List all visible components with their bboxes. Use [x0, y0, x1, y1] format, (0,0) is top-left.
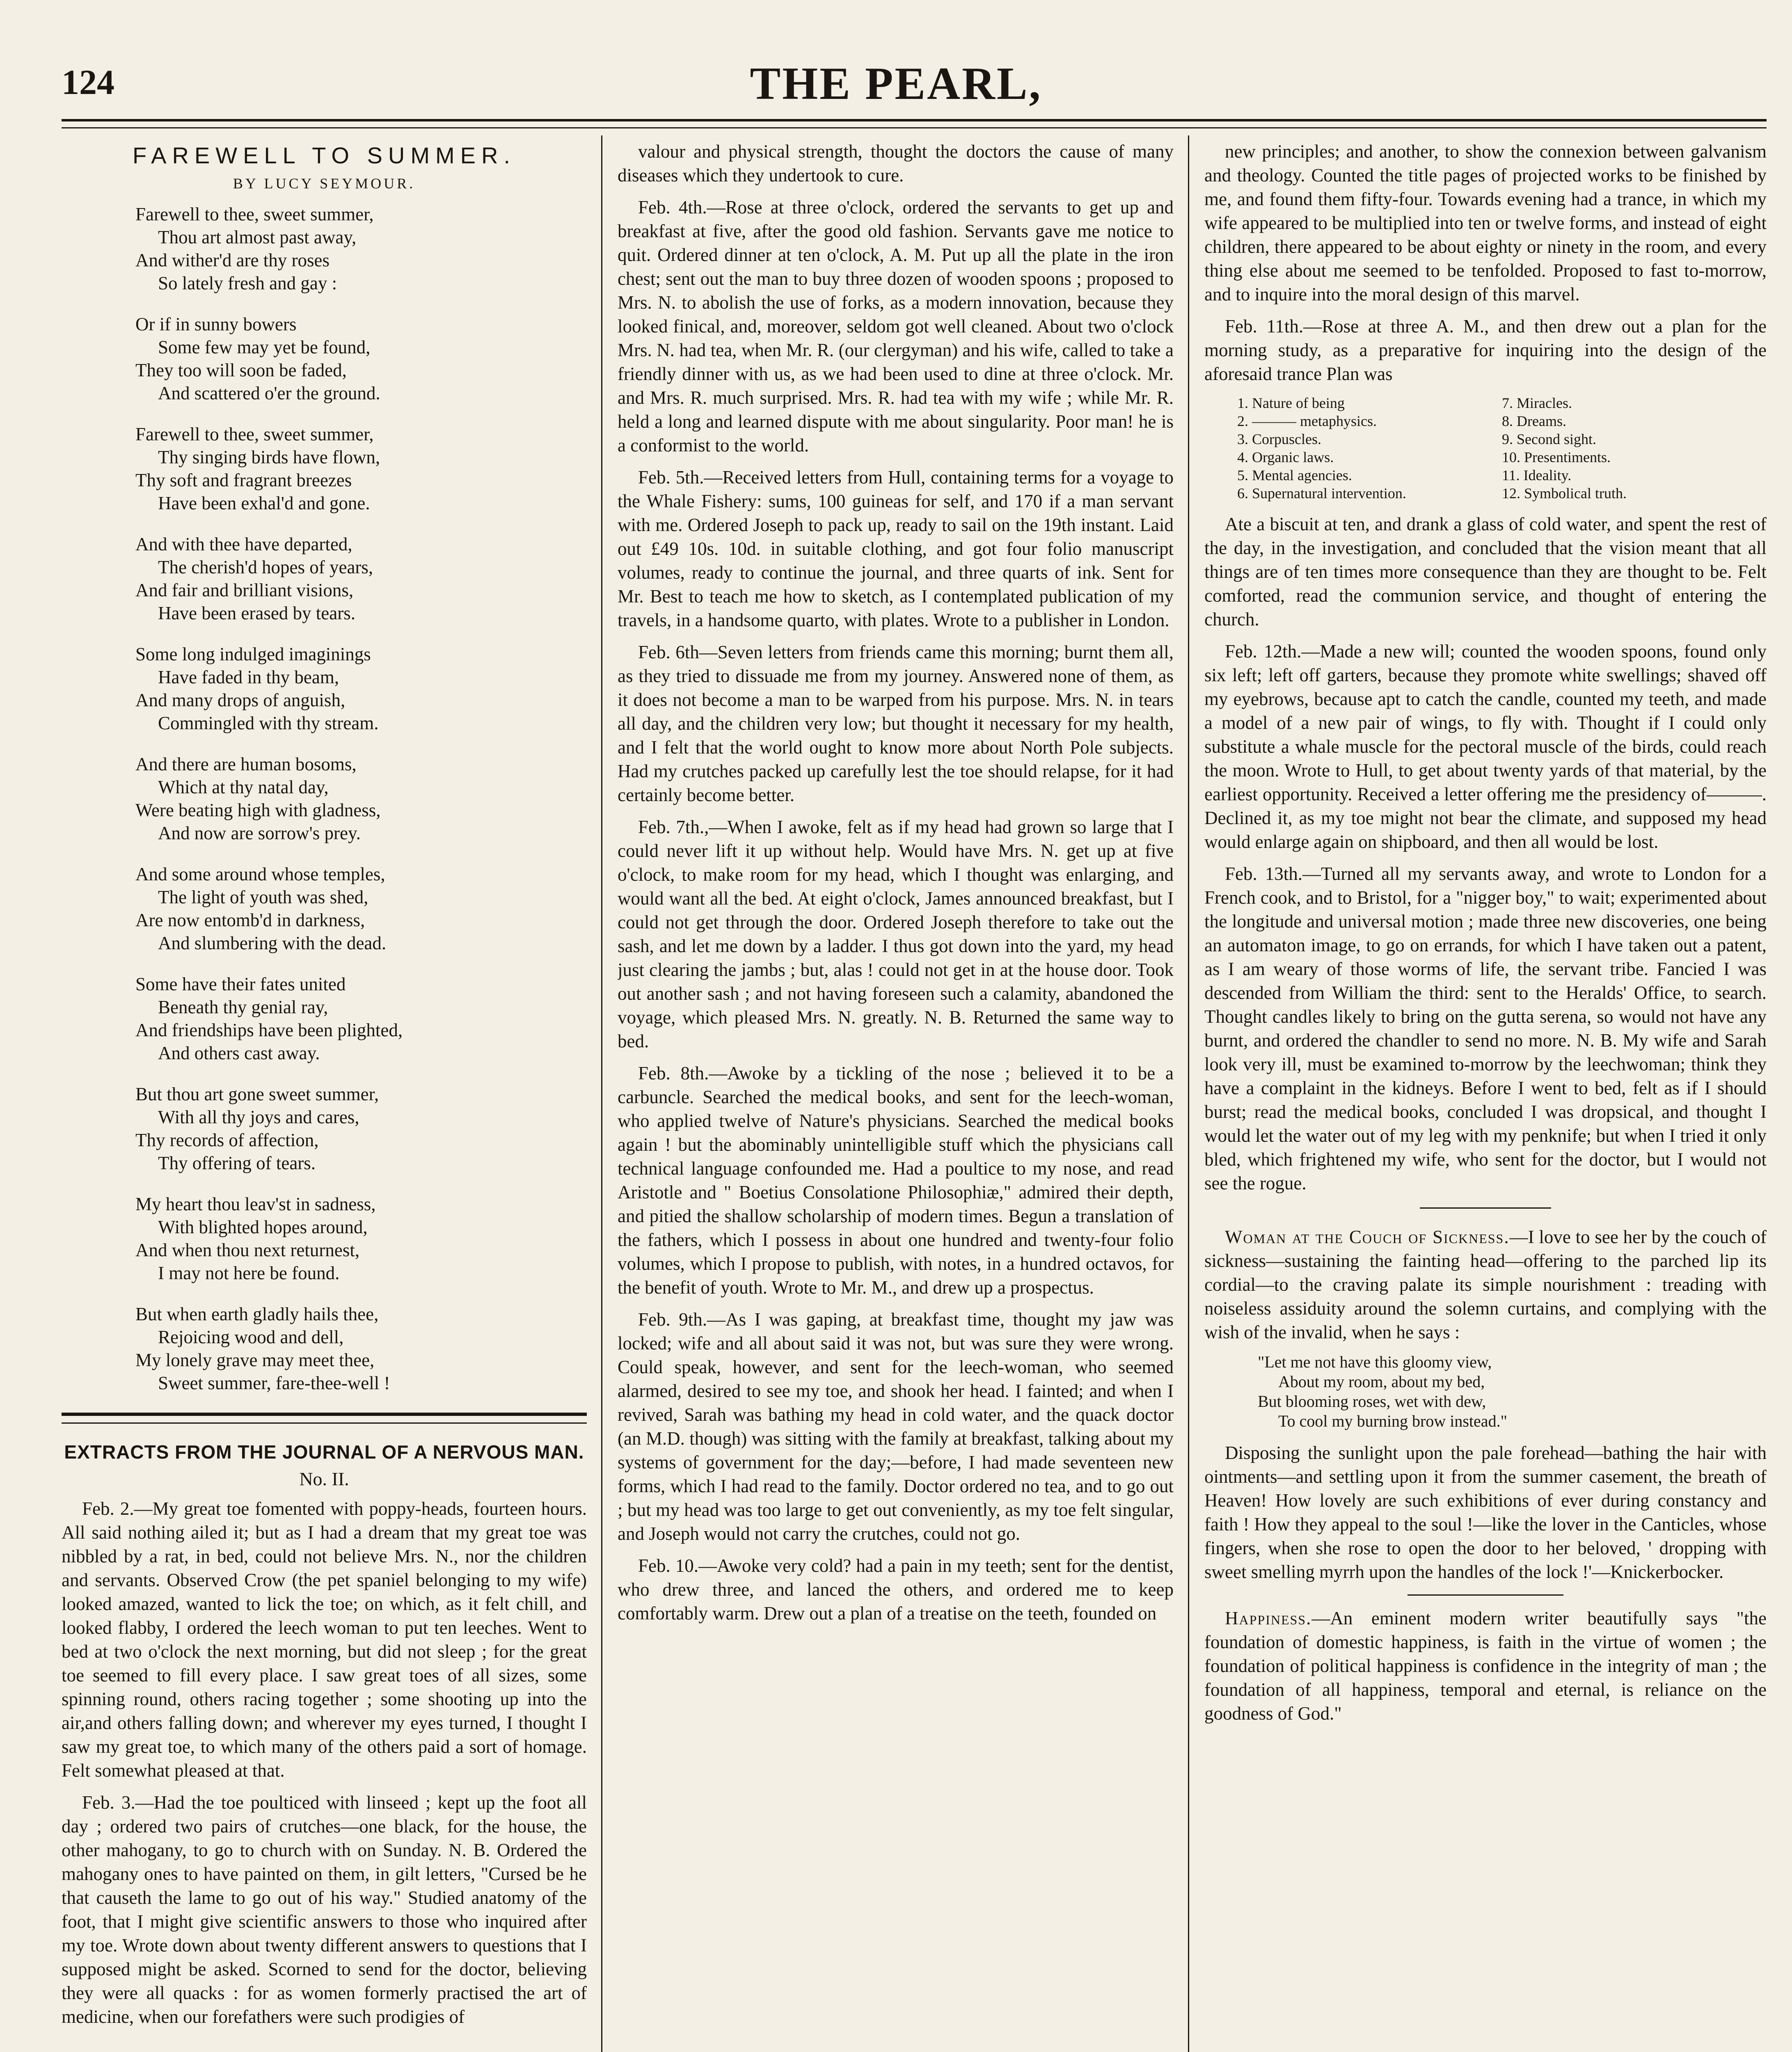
poem-stanza [135, 863, 587, 955]
paragraph: Ate a biscuit at ten, and drank a glass of cold water, and spent the rest of the day, in the investigation, and concluded that the vision meant that all things are of ten times more consequence than they are thought to be. Felt comforted, read the communion service, and thought of entering the church. [1204, 514, 1767, 630]
paragraph: valour and physical strength, thought the doctors the cause of many diseases which they undertook to cure. [618, 141, 1174, 186]
poem-line: Sweet summer, fare-thee-well ! [158, 1373, 390, 1393]
woman-piece [1204, 1225, 1767, 1344]
poem-line: Were beating high with gladness, [135, 800, 381, 820]
poem-line: I may not here be found. [158, 1263, 340, 1283]
poem-line: They too will soon be faded, [135, 360, 347, 380]
paragraph: Feb. 7th.,—When I awoke, felt as if my head had grown so large that I could never lift it up without help. Would have Mrs. N. get up at five o'clock, to make room for my head, which I thought was enlarging, and would want all the bed. At eight o'clock, James announced breakfast, but I could not get through the door. Ordered Joseph therefore to take out the sash, and let me down by a ladder. I thus got down into the yard, my head just clearing the jambs ; but, alas ! could not get in at the house door. Took out another sash ; and not having foreseen such a calamity, abandoned the voyage, which pleased Mrs. N. greatly. N. B. Returned the same way to bed. [618, 817, 1174, 1051]
section-rule [62, 1413, 587, 1424]
poem-line: Rejoicing wood and dell, [158, 1327, 344, 1347]
article-text [618, 140, 1174, 1625]
poem-line: Farewell to thee, sweet summer, [135, 424, 374, 444]
paragraph: Feb. 8th.—Awoke by a tickling of the nose ; believed it to be a carbuncle. Searched the medical books, and sent for the leech-woman, who applied twelve of Nature's physicians. Searched the medical books again ! but the abominably unintelligible stuff which the physicians call technical language confounded me. Had a poultice to my nose, and read Aristotle and " Boetius Consolatione Philosophiæ," admired their depth, and pitied the shallow scholarship of modern times. Begun a translation of the fathers, which I possess in about one hundred and twenty-four folio volumes, which I propose to publish, with notes, in a hundred octavos, for the benefit of youth. Wrote to Mr. M., and drew up a prospectus. [618, 1063, 1174, 1298]
poem-line: My heart thou leav'st in sadness, [135, 1194, 376, 1214]
poem-line: Thou art almost past away, [158, 227, 357, 247]
plan-item: 12. Symbolical truth. [1502, 485, 1627, 502]
plan-list [1237, 394, 1767, 502]
poem-line: My lonely grave may meet thee, [135, 1350, 375, 1370]
plan-item: 8. Dreams. [1502, 413, 1566, 429]
article-subtitle: No. II. [299, 1468, 349, 1489]
poem-line: And when thou next returnest, [135, 1240, 360, 1260]
happiness-body: —An eminent modern writer beautifully says "the foundation of domestic happiness, is faith in the virtue of women ; the foundation of political happiness is confidence in the integrity of man ; the foundation of all happiness, temporal and eternal, is reliance on the goodness of God." [1204, 1608, 1767, 1724]
header-rule [62, 119, 1767, 128]
poem-line: Which at thy natal day, [158, 777, 329, 797]
poem-line: And wither'd are thy roses [135, 250, 330, 270]
poem-title: FAREWELL TO SUMMER. [133, 142, 516, 168]
happiness-heading: Happiness. [1225, 1608, 1312, 1628]
plan-item: 4. Organic laws. [1237, 449, 1334, 465]
column-2 [618, 140, 1174, 2052]
poem-line: Some long indulged imaginings [135, 644, 371, 664]
poem-line: And slumbering with the dead. [158, 933, 387, 953]
poem-stanza [135, 973, 587, 1065]
poem-stanza [135, 533, 587, 625]
paragraph: Feb. 10.—Awoke very cold? had a pain in my teeth; sent for the dentist, who drew three, and lanced the others, and ordered me to keep comfortably warm. Drew out a plan of a treatise on the teeth, founded on [618, 1555, 1174, 1624]
poem-line: With blighted hopes around, [158, 1217, 368, 1237]
article-title: EXTRACTS FROM THE JOURNAL OF A NERVOUS MAN. [64, 1441, 584, 1463]
paragraph: Feb. 12th.—Made a new will; counted the wooden spoons, found only six left; left off garters, because they promote white swellings; shaved off my eyebrows, because apt to catch the candle, counted my teeth, and made a model of a new pair of wings, to fly with. Thought if I could only substitute a whale muscle for the pectoral muscle of the birds, could reach the moon. Wrote to Hull, to get about twenty yards of that material, by the earliest opportunity. Received a letter offering me the presidency of———. Declined it, as my toe might not bear the climate, and supposed my head would enlarge again on shipboard, and then all would be lost. [1204, 641, 1767, 852]
poem-line: Have faded in thy beam, [158, 667, 339, 687]
woman-piece-body-2: Disposing the sunlight upon the pale forehead—bathing the hair with ointments—and settling upon it from the summer casement, the breath of Heaven! How lovely are such exhibitions of ever during constancy and faith ! How they appeal to the soul !—like the lover in the Canticles, whose fingers, when she rose to open the door to her beloved, ' dropping with sweet smelling myrrh upon the handles of the lock !'—Knickerbocker. [1204, 1443, 1767, 1582]
poem-line: The light of youth was shed, [158, 887, 368, 907]
poem-stanza [135, 313, 587, 405]
poem-line: And many drops of anguish, [135, 690, 346, 710]
plan-item: 7. Miracles. [1502, 395, 1572, 411]
quote-line: "Let me not have this gloomy view, [1258, 1353, 1492, 1371]
column-1 [62, 140, 587, 2052]
section-rule [1420, 1207, 1551, 1209]
plan-item: 5. Mental agencies. [1237, 467, 1352, 483]
poem-line: And friendships have been plighted, [135, 1020, 403, 1040]
column-divider [601, 135, 602, 2052]
masthead: THE PEARL, [750, 58, 1042, 109]
poem-stanza [135, 643, 587, 735]
plan-item: 10. Presentiments. [1502, 449, 1611, 465]
poem-line: And scattered o'er the ground. [158, 383, 380, 403]
article-text [1204, 512, 1767, 1195]
poem-byline: BY LUCY SEYMOUR. [233, 175, 416, 192]
column-divider [1188, 135, 1189, 2052]
paragraph: Feb. 2.—My great toe fomented with poppy-heads, fourteen hours. All said nothing ailed it; but as I had a dream that my great toe was nibbled by a rat, in bed, could not believe Mrs. N., nor the children and servants. Observed Crow (the pet spaniel belonging to my wife) looked amazed, wanted to lick the toe; on which, as it felt chill, and looked flabby, I ordered the leech woman to put ten leeches. Went to bed at two o'clock the next morning, but did not sleep ; for the great toe seemed to fill every place. I saw great toes of all sizes, some spinning round, others racing together ; some shooting up into the air,and others falling down; and wherever my eyes turned, I thought I saw my great toe, to which many of the others paid a sort of homage. Felt somewhat pleased at that. [62, 1498, 587, 1781]
poem-line: With all thy joys and cares, [158, 1107, 359, 1127]
poem-line: But thou art gone sweet summer, [135, 1084, 379, 1104]
paragraph: Feb. 5th.—Received letters from Hull, containing terms for a voyage to the Whale Fishery: sums, 100 guineas for self, and 170 if a man servant with me. Ordered Joseph to pack up, ready to sail on the 19th instant. Laid out £49 10s. 10d. in suitable clothing, and got four folio manuscript volumes, ready to continue the journal, and three quarts of ink. Sent for Mr. Best to teach me how to sketch, as I contemplated publication of my travels, in a handsome quarto, with plates. Wrote to a publisher in London. [618, 467, 1174, 630]
plan-item: 2. ——— metaphysics. [1237, 413, 1377, 429]
poem-line: And now are sorrow's prey. [158, 823, 361, 843]
article-text [62, 1497, 587, 2029]
plan-item: 1. Nature of being [1237, 395, 1345, 411]
paragraph: new principles; and another, to show the connexion between galvanism and theology. Counted the title pages of projected works to be finished by me, and found them fifty-four. Towards evening had a trance, in which my wife appeared to be multiplied into ten or twelve forms, and instead of eight children, there appeared to be about eighty or ninety in the room, and every thing else about me seemed to be tenfolded. Proposed to fast to-morrow, and to inquire into the moral design of this marvel. [1204, 141, 1767, 305]
poem-line: Thy records of affection, [135, 1130, 319, 1150]
poem-line: So lately fresh and gay : [158, 273, 337, 293]
plan-item: 9. Second sight. [1502, 431, 1596, 447]
paragraph: Feb. 6th—Seven letters from friends came this morning; burnt them all, as they tried to dissuade me from my journey. Answered none of them, as it does not become a man to be warped from his purpose. Mrs. N. in tears all day, and the children very low; but thought it necessary for my health, and I felt that the world ought to know more about North Pole subjects. Had my crutches packed up carefully lest the toe should relapse, for it had certainly become better. [618, 642, 1174, 805]
poem-line: Have been erased by tears. [158, 603, 356, 623]
poem-line: Thy singing birds have flown, [158, 447, 380, 467]
poem-line: And some around whose temples, [135, 864, 385, 884]
happiness-piece [1204, 1606, 1767, 1725]
paragraph: Feb. 11th.—Rose at three A. M., and then drew out a plan for the morning study, as a preparative for inquiring into the design of the aforesaid trance Plan was [1204, 316, 1767, 384]
poem-stanza [135, 1303, 587, 1395]
plan-item: 11. Ideality. [1502, 467, 1572, 483]
paragraph: Feb. 13th.—Turned all my servants away, and wrote to London for a French cook, and to Bristol, for a "nigger boy," to wait; experimented about the longitude and universal motion ; made three new discoveries, one being an automaton image, to go on errands, for which I have taken out a patent, as I am weary of those worms of life, the servant tribe. Fancied I was descended from William the third: sent to the Heralds' Office, to search. Thought candles likely to bring on the gutta serena, so would not have any burnt, and ordered the chandler to send no more. N. B. My wife and Sarah look very ill, must be examined to-morrow by the leechwoman; think they have a complaint in the kidneys. Before I went to bed, felt as if I should burst; read the medical books, concluded I was dropsical, and thought I would let the water out of my leg with my penknife; but when I tried it only bled, which frightened my wife, who sent for the doctor, but I would not see the rogue. [1204, 863, 1767, 1193]
poem-stanza [135, 753, 587, 845]
page-number: 124 [62, 62, 114, 102]
poem-line: Beneath thy genial ray, [158, 997, 328, 1017]
poem-line: Thy soft and fragrant breezes [135, 470, 352, 490]
poem-stanza [135, 1083, 587, 1175]
poem-line: The cherish'd hopes of years, [158, 557, 373, 577]
poem-line: Thy offering of tears. [158, 1153, 316, 1173]
poem-line: And with thee have departed, [135, 534, 352, 554]
quote-line: To cool my burning brow instead." [1278, 1412, 1507, 1430]
poem-line: And fair and brilliant visions, [135, 580, 354, 600]
plan-item: 6. Supernatural intervention. [1237, 485, 1406, 502]
plan-item: 3. Corpuscles. [1237, 431, 1321, 447]
paragraph: Feb. 3.—Had the toe poulticed with linseed ; kept up the foot all day ; ordered two pairs of crutches—one black, for the house, the other mahogany, to go to church with on Sunday. N. B. Ordered the mahogany ones to have painted on them, in gilt letters, "Cursed be he that causeth the lame to go out of his way." Studied anatomy of the foot, that I might give scientific answers to those who inquired after my toe. Wrote down about twenty different answers to questions that I supposed might be asked. Scorned to send for the doctor, believing they were all quacks : for as women formerly practised the art of medicine, when our forefathers were such prodigies of [62, 1792, 587, 2027]
woman-piece-body-1: —I love to see her by the couch of sickness—sustaining the fainting head—offering to the parched lip its cordial—to the craving palate its simple nourishment : treading with noiseless assiduity around the solemn curtains, and complying with the wish of the invalid, when he says : [1204, 1227, 1767, 1342]
poem-line: And there are human bosoms, [135, 754, 357, 774]
poem-stanza [135, 1193, 587, 1285]
poem-stanza [135, 203, 587, 295]
poem-line: Some few may yet be found, [158, 337, 371, 357]
poem-body [62, 203, 587, 1395]
poem-stanza [135, 423, 587, 515]
paragraph: Feb. 9th.—As I was gaping, at breakfast time, thought my jaw was locked; wife and all about said it was not, but was sure they were wrong. Could speak, however, and sent for the leech-woman, who seemed alarmed, desired to see my toe, and shook her head. I fainted; and when I revived, Sarah was bathing my head in cold water, and the quack doctor (an M.D. though) was sitting with the family at breakfast, talking about my systems of government for the day;—before, I had made seventeen new forms, which I had read to the family. Doctor ordered no tea, and to go out ; but my head was too large to get out conveniently, as my toe felt singular, and Joseph would not carry the crutches, could not go. [618, 1309, 1174, 1544]
poem-line: Or if in sunny bowers [135, 314, 297, 334]
woman-piece-heading: Woman at the Couch of Sickness. [1225, 1227, 1510, 1247]
quote-line: But blooming roses, wet with dew, [1258, 1392, 1486, 1411]
poem-line: Commingled with thy stream. [158, 713, 379, 733]
poem-line: Some have their fates united [135, 974, 346, 994]
poem-line: And others cast away. [158, 1043, 320, 1063]
paragraph: Feb. 4th.—Rose at three o'clock, ordered the servants to get up and breakfast at five, after the good old fashion. Servants gave me notice to quit. Ordered dinner at ten o'clock, A. M. Put up all the plate in the iron chest; sent out the man to buy three dozen of wooden spoons ; proposed to Mrs. N. to abolish the use of forks, as a modern innovation, because they looked finical, and, moreover, seldom got well cleaned. About two o'clock Mrs. N. had tea, when Mr. R. (our clergyman) and his wife, called to take a friendly dinner with us, as we had been used to dine at three o'clock. Mr. and Mrs. R. much surprised. Mrs. R. had tea with my wife ; while Mr. R. held a long and learned dispute with me about singularity. Poor man! he is a conformist to the world. [618, 197, 1174, 456]
quote-line: About my room, about my bed, [1278, 1372, 1485, 1391]
section-rule [1408, 1594, 1563, 1596]
poem-line: Farewell to thee, sweet summer, [135, 204, 374, 224]
poem-line: Have been exhal'd and gone. [158, 493, 370, 513]
poem-line: Are now entomb'd in darkness, [135, 910, 365, 930]
column-3 [1204, 140, 1767, 2052]
poem-line: But when earth gladly hails thee, [135, 1304, 379, 1324]
verse-quote [1258, 1352, 1767, 1431]
article-text [1204, 140, 1767, 386]
